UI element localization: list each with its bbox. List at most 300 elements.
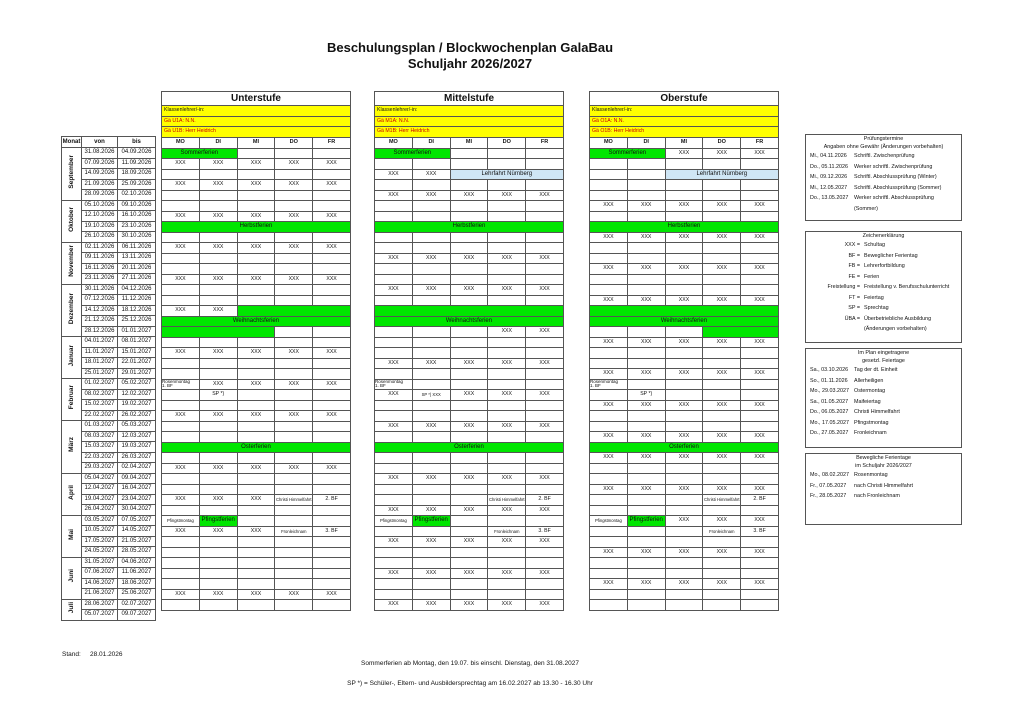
week-from: 11.01.2027: [82, 347, 118, 358]
schedule-row: [162, 337, 351, 348]
schedule-cell: [450, 379, 488, 390]
info-row-label: Do., 05.11.2026: [810, 163, 848, 170]
schedule-cell: [162, 547, 200, 558]
schedule-row: [375, 243, 564, 254]
schedule-cell: [275, 369, 313, 380]
weekday-do: DO: [275, 137, 313, 148]
week-from: 28.12.2026: [82, 326, 118, 337]
schedule-row: [590, 400, 779, 411]
schedule-row: [162, 390, 351, 401]
info-row: [806, 407, 961, 418]
week-from: 16.11.2026: [82, 263, 118, 274]
info-box-zeichen-title: Zeichenerklärung: [862, 233, 905, 239]
schedule-cell: [703, 568, 741, 579]
school-day-cell: XXX: [237, 589, 275, 600]
school-day-cell: XXX: [627, 295, 665, 306]
schedule-row: [162, 369, 351, 380]
school-day-cell: XXX: [703, 400, 741, 411]
week-to: 18.12.2026: [118, 305, 156, 316]
school-day-cell: XXX: [412, 190, 450, 201]
schedule-row: [590, 505, 779, 516]
schedule-cell: [450, 411, 488, 422]
schedule-cell: [313, 453, 351, 464]
schedule-row: [375, 337, 564, 348]
schedule-cell: [450, 589, 488, 600]
schedule-cell: [199, 285, 237, 296]
schedule-row: [162, 180, 351, 191]
info-row: [806, 172, 961, 183]
schedule-row: [162, 589, 351, 600]
schedule-cell: [450, 453, 488, 464]
school-day-cell: XXX: [313, 274, 351, 285]
school-day-cell: XXX: [313, 411, 351, 422]
schedule-cell: [627, 537, 665, 548]
schedule-cell: [237, 400, 275, 411]
schedule-row: [162, 306, 351, 317]
school-day-cell: XXX: [450, 568, 488, 579]
week-to: 16.10.2026: [118, 211, 156, 222]
schedule-row: [162, 190, 351, 201]
week-row: [62, 599, 156, 610]
week-from: 14.06.2027: [82, 578, 118, 589]
schedule-cell: [488, 463, 526, 474]
school-day-cell: XXX: [313, 463, 351, 474]
holiday-cell: [375, 306, 564, 317]
schedule-row: [590, 358, 779, 369]
info-box-feiertage-title: Im Plan eingetragene: [857, 350, 910, 356]
school-day-cell: XXX: [450, 358, 488, 369]
school-day-cell: XXX: [665, 232, 703, 243]
schedule-cell: [741, 390, 779, 401]
schedule-cell: [275, 453, 313, 464]
schedule-cell: [741, 358, 779, 369]
school-day-cell: XXX: [488, 327, 526, 338]
schedule-cell: [275, 600, 313, 611]
info-box-bewegl: [805, 453, 962, 525]
schedule-cell: [375, 453, 413, 464]
schedule-cell: [665, 159, 703, 170]
info-row-label: Fr., 07.05.2027: [810, 482, 847, 489]
school-day-cell: XXX: [488, 253, 526, 264]
schedule-cell: Rosenmontag 1. BF: [375, 379, 413, 390]
school-day-cell: XXX: [627, 264, 665, 275]
schedule-cell: [703, 253, 741, 264]
week-from: 05.10.2026: [82, 200, 118, 211]
school-day-cell: XXX: [526, 253, 564, 264]
school-day-cell: XXX: [741, 148, 779, 159]
schedule-row: [162, 453, 351, 464]
schedule-cell: [162, 600, 200, 611]
school-day-cell: XXX: [199, 159, 237, 170]
school-day-cell: XXX: [450, 474, 488, 485]
schedule-cell: [488, 411, 526, 422]
schedule-cell: [412, 547, 450, 558]
schedule-row: [162, 316, 351, 327]
schedule-row: [590, 474, 779, 485]
school-day-cell: XXX: [275, 180, 313, 191]
schedule-cell: [590, 190, 628, 201]
week-from: 19.10.2026: [82, 221, 118, 232]
schedule-cell: [237, 285, 275, 296]
info-row-label: Do., 13.05.2027: [810, 195, 849, 201]
week-from: 26.10.2026: [82, 232, 118, 243]
schedule-cell: [375, 348, 413, 359]
school-day-cell: XXX: [412, 253, 450, 264]
school-day-cell: XXX: [627, 369, 665, 380]
holiday-weihnachtsferien: Weihnachtsferien: [590, 316, 779, 327]
schedule-cell: [590, 558, 628, 569]
schedule-cell: [412, 432, 450, 443]
schedule-row: [375, 295, 564, 306]
info-box-feiertage-subtitle: gesetzl. Feiertage: [862, 358, 905, 364]
month-cell: [62, 599, 82, 620]
school-day-cell: XXX: [375, 390, 413, 401]
schedule-cell: [375, 159, 413, 170]
info-row-value: nach Christi Himmelfahrt: [854, 482, 914, 489]
info-row-value: Pfingstmontag: [854, 419, 889, 426]
holiday-osterferien: Osterferien: [375, 442, 564, 453]
schedule-cell: [627, 253, 665, 264]
weekday-di: DI: [627, 137, 665, 148]
week-from: 24.05.2027: [82, 547, 118, 558]
schedule-cell: Fronleichnam: [488, 526, 526, 537]
schedule-cell: [526, 232, 564, 243]
week-to: 01.01.2027: [118, 326, 156, 337]
school-day-cell: XXX: [199, 526, 237, 537]
holiday-herbstferien: Herbstferien: [375, 222, 564, 233]
school-day-cell: XXX: [488, 190, 526, 201]
schedule-cell: [526, 516, 564, 527]
school-day-cell: XXX: [590, 295, 628, 306]
schedule-cell: 2. BF: [313, 495, 351, 506]
school-day-cell: XXX: [162, 306, 200, 317]
schedule-cell: [450, 327, 488, 338]
schedule-row: [590, 484, 779, 495]
schedule-cell: [275, 432, 313, 443]
schedule-row: [162, 148, 351, 159]
schedule-cell: [665, 285, 703, 296]
weekday-mo: MO: [162, 137, 200, 148]
schedule-row: [375, 463, 564, 474]
school-day-cell: XXX: [199, 463, 237, 474]
info-box-pruef-title: Prüfungstermine: [863, 136, 904, 142]
school-day-cell: XXX: [412, 600, 450, 611]
schedule-cell: [237, 201, 275, 212]
school-day-cell: XXX: [412, 474, 450, 485]
schedule-cell: [526, 274, 564, 285]
schedule-row: [162, 243, 351, 254]
schedule-cell: [526, 148, 564, 159]
schedule-cell: [313, 232, 351, 243]
schedule-cell: [313, 568, 351, 579]
schedule-cell: SP *): [199, 390, 237, 401]
schedule-row: [162, 463, 351, 474]
info-row-value: Werker schriftl. Abschlussprüfung: [854, 195, 934, 201]
schedule-row: [375, 190, 564, 201]
month-cell: [62, 337, 82, 379]
schedule-cell: [237, 558, 275, 569]
schedule-cell: [665, 379, 703, 390]
week-row: [62, 242, 156, 253]
schedule-row: [590, 159, 779, 170]
week-from: 18.01.2027: [82, 358, 118, 369]
schedule-row: [590, 516, 779, 527]
schedule-cell: [199, 400, 237, 411]
school-day-cell: XXX: [375, 190, 413, 201]
schedule-row: [590, 453, 779, 464]
schedule-cell: [741, 285, 779, 296]
schedule-row: [375, 568, 564, 579]
schedule-cell: [665, 358, 703, 369]
schedule-row: [162, 295, 351, 306]
schedule-row: [162, 505, 351, 516]
schedule-cell: [665, 505, 703, 516]
week-from: 31.08.2026: [82, 148, 118, 159]
school-day-cell: XXX: [665, 295, 703, 306]
schedule-row: [375, 400, 564, 411]
week-from: 02.11.2026: [82, 242, 118, 253]
schedule-cell: [237, 358, 275, 369]
schedule-cell: [313, 432, 351, 443]
school-day-cell: XXX: [627, 400, 665, 411]
info-row-value: Schultag: [864, 242, 885, 248]
schedule-cell: [412, 159, 450, 170]
school-day-cell: XXX: [275, 159, 313, 170]
header-von: von: [82, 137, 118, 148]
school-day-cell: XXX: [627, 337, 665, 348]
week-to: 09.10.2026: [118, 200, 156, 211]
school-day-cell: XXX: [741, 579, 779, 590]
schedule-cell: [275, 285, 313, 296]
schedule-cell: [590, 526, 628, 537]
schedule-row: [375, 474, 564, 485]
schedule-cell: [450, 369, 488, 380]
schedule-cell: [162, 264, 200, 275]
school-day-cell: XXX: [741, 453, 779, 464]
schedule-cell: [488, 432, 526, 443]
school-day-cell: XXX: [665, 579, 703, 590]
schedule-cell: [237, 337, 275, 348]
school-day-cell: XXX: [412, 537, 450, 548]
schedule-row: [590, 316, 779, 327]
school-day-cell: XXX: [162, 411, 200, 422]
schedule-cell: [162, 579, 200, 590]
schedule-cell: [237, 516, 275, 527]
schedule-row: [162, 484, 351, 495]
school-day-cell: XXX: [162, 589, 200, 600]
schedule-cell: [375, 264, 413, 275]
week-to: 02.04.2027: [118, 463, 156, 474]
school-day-cell: XXX: [313, 589, 351, 600]
schedule-row: [375, 495, 564, 506]
schedule-cell: [488, 547, 526, 558]
week-row: [62, 337, 156, 348]
school-day-cell: XXX: [375, 474, 413, 485]
school-day-cell: XXX: [412, 285, 450, 296]
holiday-osterferien: Osterferien: [590, 442, 779, 453]
info-row-label: ÜBA =: [844, 315, 860, 322]
schedule-cell: [237, 190, 275, 201]
school-day-cell: XXX: [488, 421, 526, 432]
info-row-label: BF =: [848, 252, 860, 259]
schedule-cell: [199, 547, 237, 558]
week-row: [62, 148, 156, 159]
school-day-cell: XXX: [627, 547, 665, 558]
week-to: 27.11.2026: [118, 274, 156, 285]
schedule-cell: [375, 484, 413, 495]
info-row-value: Werker schriftl. Zwischenprüfung: [854, 163, 933, 170]
month-cell: [62, 557, 82, 599]
schedule-cell: [703, 379, 741, 390]
schedule-cell: [375, 579, 413, 590]
schedule-row: [590, 579, 779, 590]
schedule-cell: [313, 253, 351, 264]
school-day-cell: XXX: [488, 474, 526, 485]
week-from: 01.03.2027: [82, 421, 118, 432]
school-day-cell: XXX: [412, 169, 450, 180]
schedule-cell: [590, 505, 628, 516]
schedule-cell: [590, 327, 628, 338]
week-to: 25.09.2026: [118, 179, 156, 190]
school-day-cell: XXX: [526, 327, 564, 338]
footnote-sprechtag: SP *) = Schüler-, Eltern- und Ausbildersprechtag am 16.02.2027 ab 13.30 - 16.30 Uhr: [347, 680, 593, 687]
schedule-cell: [450, 337, 488, 348]
schedule-cell: [412, 379, 450, 390]
school-day-cell: XXX: [590, 547, 628, 558]
info-row: [806, 162, 961, 173]
schedule-row: [590, 180, 779, 191]
school-day-cell: XXX: [741, 232, 779, 243]
week-to: 07.05.2027: [118, 515, 156, 526]
info-row: [806, 365, 961, 376]
weekday-mi: MI: [665, 137, 703, 148]
school-day-cell: XXX: [237, 348, 275, 359]
schedule-cell: [162, 337, 200, 348]
week-to: 30.04.2027: [118, 505, 156, 516]
week-from: 28.09.2026: [82, 190, 118, 201]
schedule-cell: [590, 390, 628, 401]
schedule-row: [590, 369, 779, 380]
school-day-cell: XXX: [488, 358, 526, 369]
class-teacher-row: [375, 116, 564, 127]
schedule-cell: [627, 379, 665, 390]
week-to: 18.09.2026: [118, 169, 156, 180]
holiday-osterferien: Osterferien: [162, 442, 351, 453]
schedule-cell: [162, 390, 200, 401]
schedule-cell: [627, 526, 665, 537]
schedule-cell: [313, 264, 351, 275]
school-day-cell: XXX: [665, 337, 703, 348]
week-to: 02.10.2026: [118, 190, 156, 201]
page-subtitle: Schuljahr 2026/2027: [407, 56, 533, 71]
schedule-cell: [199, 474, 237, 485]
schedule-cell: [665, 348, 703, 359]
school-day-cell: XXX: [590, 484, 628, 495]
school-day-cell: XXX: [450, 390, 488, 401]
schedule-cell: [313, 148, 351, 159]
schedule-row: [375, 169, 564, 180]
schedule-cell: [741, 348, 779, 359]
school-day-cell: XXX: [375, 358, 413, 369]
class-teacher-row: [375, 106, 564, 117]
info-box-zeichen: [805, 231, 962, 343]
schedule-cell: SP *): [627, 390, 665, 401]
info-row-value: Freistellung v. Berufsschulunterricht: [864, 284, 950, 290]
info-row-value: Sprechtag: [864, 305, 889, 311]
info-row-value: Schriftl. Abschlussprüfung (Winter): [854, 174, 937, 180]
schedule-cell: [665, 558, 703, 569]
schedule-cell: [703, 558, 741, 569]
school-day-cell: XXX: [237, 211, 275, 222]
weekday-do: DO: [703, 137, 741, 148]
info-row-value: nach Fronleichnam: [854, 493, 900, 499]
schedule-row: [590, 432, 779, 443]
holiday-pfingstferien: Pfingstferien: [199, 516, 237, 527]
schedule-cell: [450, 211, 488, 222]
info-box-pruef-subtitle: Angaben ohne Gewähr (Änderungen vorbehalten): [823, 144, 944, 150]
info-row-label: SP =: [848, 305, 860, 311]
info-row: [806, 481, 961, 492]
schedule-cell: [526, 337, 564, 348]
schedule-cell: [703, 600, 741, 611]
schedule-cell: [627, 568, 665, 579]
info-row: [806, 293, 961, 304]
schedule-row: [590, 600, 779, 611]
weekday-di: DI: [412, 137, 450, 148]
week-from: 12.10.2026: [82, 211, 118, 222]
schedule-cell: [412, 589, 450, 600]
week-to: 26.02.2027: [118, 410, 156, 421]
week-to: 21.05.2027: [118, 536, 156, 547]
schedule-cell: [488, 516, 526, 527]
schedule-cell: [199, 169, 237, 180]
schedule-cell: [199, 432, 237, 443]
info-row: [806, 240, 961, 251]
schedule-cell: [237, 148, 275, 159]
schedule-cell: [275, 201, 313, 212]
schedule-cell: [488, 295, 526, 306]
schedule-row: [375, 505, 564, 516]
schedule-cell: [237, 579, 275, 590]
schedule-cell: [590, 159, 628, 170]
school-day-cell: XXX: [237, 379, 275, 390]
week-to: 09.07.2027: [118, 610, 156, 621]
schedule-cell: [665, 526, 703, 537]
month-cell: [62, 242, 82, 284]
school-day-cell: XXX: [162, 348, 200, 359]
school-day-cell: XXX: [590, 201, 628, 212]
schedule-cell: [741, 568, 779, 579]
schedule-cell: [590, 348, 628, 359]
school-day-cell: XXX: [627, 453, 665, 464]
info-box-pruef: [805, 134, 962, 221]
schedule-cell: [313, 400, 351, 411]
schedule-cell: [313, 505, 351, 516]
holiday-lehrfahrt-nürnberg: Lehrfahrt Nürnberg: [450, 169, 563, 180]
schedule-cell: [275, 505, 313, 516]
schedule-cell: [590, 211, 628, 222]
school-day-cell: XXX: [703, 201, 741, 212]
weekday-mi: MI: [450, 137, 488, 148]
schedule-row: [590, 379, 779, 390]
schedule-cell: [703, 474, 741, 485]
schedule-cell: [526, 558, 564, 569]
schedule-cell: [627, 243, 665, 254]
schedule-cell: [313, 285, 351, 296]
school-day-cell: XXX: [375, 253, 413, 264]
school-day-cell: XXX: [526, 358, 564, 369]
holiday-cell: [703, 327, 779, 338]
